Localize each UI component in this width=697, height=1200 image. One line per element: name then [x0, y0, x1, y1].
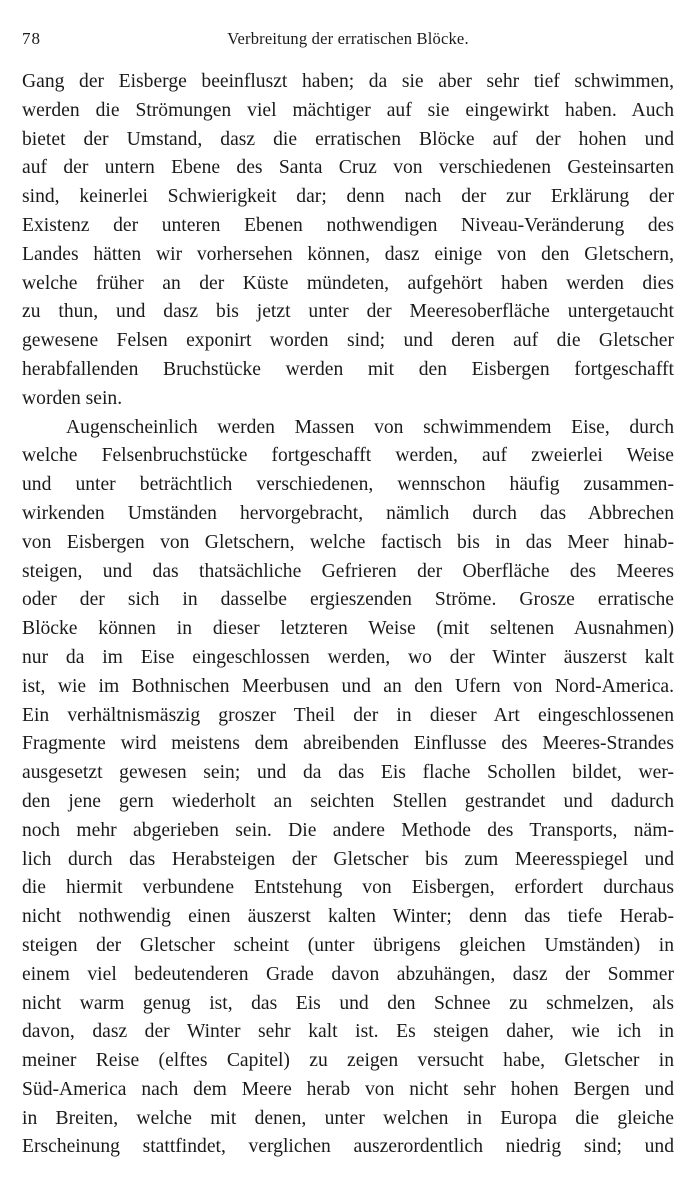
text-line: worden sein.	[22, 387, 123, 409]
text-line: lich durch das Herabsteigen der Gletscher bis zum Meeresspiegel und	[22, 848, 674, 870]
text-line: davon, dasz der Winter sehr kalt ist. Es steigen daher, wie ich in	[22, 1021, 674, 1043]
text-line: Süd-America nach dem Meere herab von nicht sehr hohen Bergen und	[22, 1078, 674, 1100]
text-line: den jene gern wiederholt an seichten Stellen gestrandet und dadurch	[22, 790, 674, 812]
running-title: Verbreitung der erratischen Blöcke.	[227, 29, 469, 48]
text-line: nicht warm genug ist, das Eis und den Schnee zu schmelzen, als	[22, 992, 674, 1014]
book-page	[22, 22, 674, 1162]
text-line: nicht nothwendig einen äuszerst kalten Winter; denn das tiefe Herab-	[22, 906, 674, 928]
paragraph	[22, 68, 674, 414]
text-line: Blöcke können in dieser letzteren Weise (mit seltenen Ausnahmen)	[22, 618, 674, 640]
text-line: und unter beträchtlich verschiedenen, wennschon häufig zusammen-	[22, 474, 674, 496]
text-line: werden die Strömungen viel mächtiger auf sie eingewirkt haben. Auch	[22, 99, 674, 121]
page-header	[22, 22, 674, 56]
page-number: 78	[22, 29, 41, 48]
paragraph	[22, 414, 674, 1163]
text-line: Existenz der unteren Ebenen nothwendigen Niveau-Veränderung des	[22, 214, 674, 236]
text-line: Gang der Eisberge beeinfluszt haben; da sie aber sehr tief schwimmen,	[22, 71, 674, 92]
text-line: bietet der Umstand, dasz die erratischen Blöcke auf der hohen und	[22, 128, 674, 150]
text-line: welche Felsenbruchstücke fortgeschafft werden, auf zweierlei Weise	[22, 445, 674, 467]
text-line: einem viel bedeutenderen Grade davon abzuhängen, dasz der Sommer	[22, 963, 674, 985]
text-line: die hiermit verbundene Entstehung von Eisbergen, erfordert durchaus	[22, 877, 674, 899]
text-line: wirkenden Umständen hervorgebracht, nämlich durch das Abbrechen	[22, 502, 674, 524]
text-line: oder der sich in dasselbe ergieszenden Ströme. Grosze erratische	[22, 589, 674, 611]
text-line: Erscheinung stattfindet, verglichen auszerordentlich niedrig sind; und	[22, 1136, 674, 1158]
text-line: auf der untern Ebene des Santa Cruz von verschiedenen Gesteinsarten	[22, 157, 674, 179]
text-line: ist, wie im Bothnischen Meerbusen und an den Ufern von Nord-America.	[22, 675, 674, 697]
text-line: steigen der Gletscher scheint (unter übrigens gleichen Umständen) in	[22, 934, 674, 956]
text-line: Landes hätten wir vorhersehen können, dasz einige von den Gletschern,	[22, 243, 674, 265]
text-line: Augenscheinlich werden Massen von schwimmendem Eise, durch	[66, 416, 674, 438]
text-line: von Eisbergen von Gletschern, welche factisch bis in das Meer hinab-	[22, 531, 674, 553]
text-line: zu thun, und dasz bis jetzt unter der Meeresoberfläche untergetaucht	[22, 301, 674, 323]
text-line: gewesene Felsen exponirt worden sind; und deren auf die Gletscher	[22, 330, 674, 352]
text-line: sind, keinerlei Schwierigkeit dar; denn nach der zur Erklärung der	[22, 186, 674, 208]
text-line: meiner Reise (elftes Capitel) zu zeigen versucht habe, Gletscher in	[22, 1050, 674, 1072]
text-line: steigen, und das thatsächliche Gefrieren der Oberfläche des Meeres	[22, 560, 674, 582]
text-line: welche früher an der Küste mündeten, aufgehört haben werden dies	[22, 272, 674, 294]
body-text	[22, 68, 674, 1162]
text-line: Fragmente wird meistens dem abreibenden Einflusse des Meeres-Strandes	[22, 733, 674, 755]
text-line: in Breiten, welche mit denen, unter welchen in Europa die gleiche	[22, 1107, 674, 1129]
text-line: herabfallenden Bruchstücke werden mit den Eisbergen fortgeschafft	[22, 358, 674, 380]
text-line: Ein verhältnismäszig groszer Theil der in dieser Art eingeschlossenen	[22, 704, 674, 726]
text-line: nur da im Eise eingeschlossen werden, wo der Winter äuszerst kalt	[22, 646, 674, 668]
text-line: noch mehr abgerieben sein. Die andere Methode des Transports, näm-	[22, 819, 674, 841]
text-line: ausgesetzt gewesen sein; und da das Eis flache Schollen bildet, wer-	[22, 762, 674, 784]
